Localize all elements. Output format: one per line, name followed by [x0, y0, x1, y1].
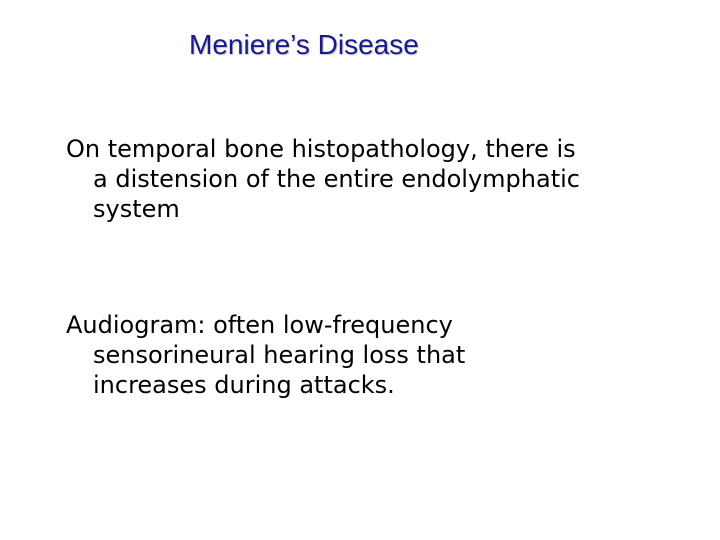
paragraph-line: On temporal bone histopathology, there is	[66, 135, 576, 163]
paragraph-line: increases during attacks.	[93, 371, 395, 399]
paragraph-line: sensorineural hearing loss that	[93, 341, 466, 369]
paragraph-line: Audiogram: often low-frequency	[66, 311, 453, 339]
slide-title: Meniere’s Disease	[189, 29, 419, 60]
paragraph-audiogram	[66, 310, 465, 400]
paragraph-histopathology	[66, 134, 580, 224]
paragraph-line: a distension of the entire endolymphatic	[93, 165, 580, 193]
paragraph-line: system	[93, 195, 180, 223]
